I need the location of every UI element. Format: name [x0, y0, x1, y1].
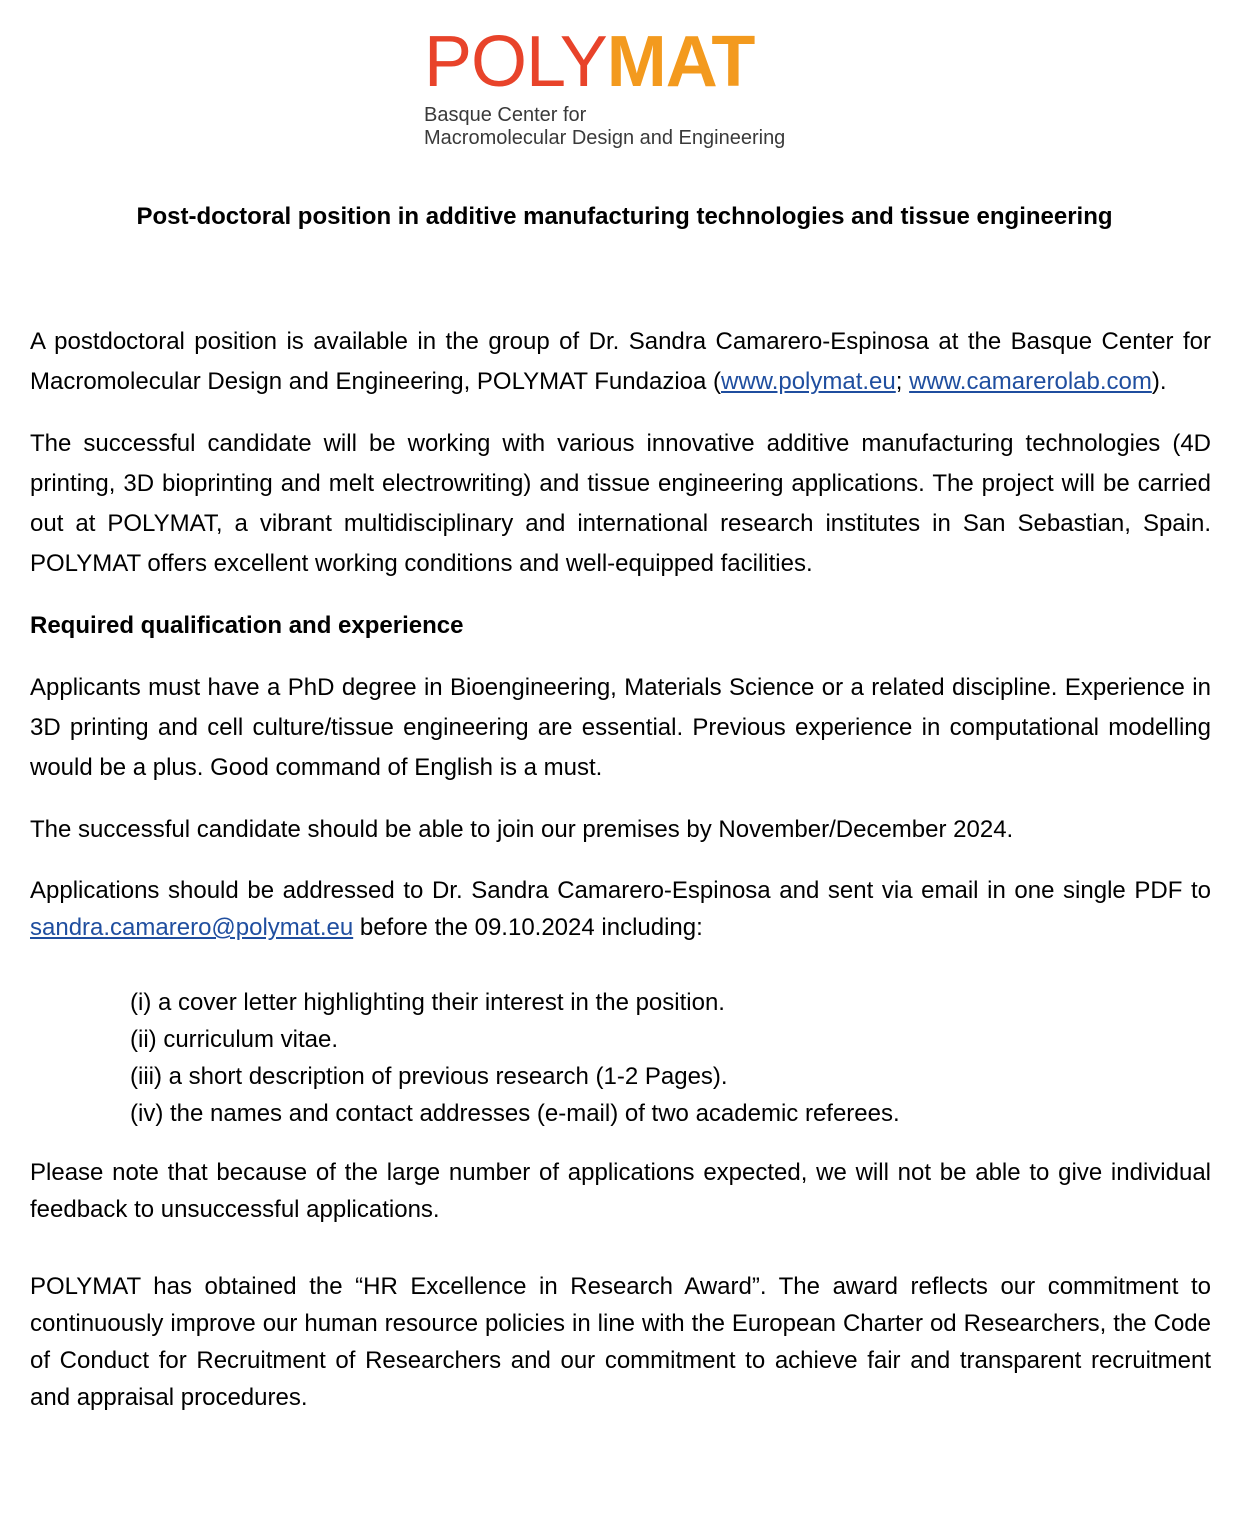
polymat-logo — [424, 22, 844, 156]
intro-separator: ; — [895, 368, 910, 395]
application-paragraph — [30, 872, 1211, 946]
camarerolab-website-link[interactable]: www.camarerolab.com — [909, 368, 1152, 395]
document-title: Post-doctoral position in additive manufacturing technologies and tissue engineering — [136, 203, 1113, 230]
logo-subtitle-line2: Macromolecular Design and Engineering — [424, 127, 786, 149]
requirement-item-referees: (iv) the names and contact addresses (e-mail) of two academic referees. — [130, 1100, 900, 1127]
email-link[interactable]: sandra.camarero@polymat.eu — [30, 914, 354, 941]
intro-text-before: A postdoctoral position is available in the group of Dr. Sandra Camarero-Espinosa at the Basque Center for Macromolecular Design and Engineering, POLYMAT Fundazioa ( — [30, 328, 1211, 395]
intro-paragraph — [30, 322, 1211, 402]
logo-poly-text: POLY — [424, 22, 607, 102]
qualification-paragraph: Applicants must have a PhD degree in Bioengineering, Materials Science or a related discipline. Experience in 3D printing and cell culture/tissue engineering are essential. Previous experience in computational modelling would be a plus. Good command of English is a must. — [30, 674, 1211, 781]
start-date-paragraph: The successful candidate should be able to join our premises by November/December 2024. — [30, 816, 1014, 843]
logo-wordmark — [424, 22, 844, 102]
document-body — [30, 322, 1211, 1438]
requirement-item-cv: (ii) curriculum vitae. — [130, 1026, 339, 1053]
note-paragraph: Please note that because of the large number of applications expected, we will not be able to give individual feedback to unsuccessful applications. — [30, 1159, 1211, 1223]
logo-subtitle-line1: Basque Center for — [424, 104, 587, 126]
logo-subtitle — [424, 104, 844, 150]
intro-text-after: ). — [1151, 368, 1167, 395]
qualification-heading: Required qualification and experience — [30, 612, 464, 639]
polymat-website-link[interactable]: www.polymat.eu — [721, 368, 896, 395]
application-text-before: Applications should be addressed to Dr. Sandra Camarero-Espinosa and sent via email in one single PDF to — [30, 877, 1211, 904]
project-paragraph: The successful candidate will be working with various innovative additive manufacturing technologies (4D printing, 3D bioprinting and melt electrowriting) and tissue engineering applications. The project will be carried out at POLYMAT, a vibrant multidisciplinary and international research institutes in San Sebastian, Spain. POLYMAT offers excellent working conditions and well-equipped facilities. — [30, 430, 1211, 577]
application-text-after: before the 09.10.2024 including: — [353, 914, 703, 941]
logo-mat-text: MAT — [606, 22, 755, 102]
requirements-list — [130, 984, 1211, 1132]
requirement-item-cover-letter: (i) a cover letter highlighting their interest in the position. — [130, 989, 725, 1016]
award-paragraph: POLYMAT has obtained the “HR Excellence in Research Award”. The award reflects our commitment to continuously improve our human resource policies in line with the European Charter od Researchers, the Code of Conduct for Recruitment of Researchers and our commitment to achieve fair and transparent recruitment and appraisal procedures. — [30, 1273, 1211, 1411]
requirement-item-research-description: (iii) a short description of previous research (1-2 Pages). — [130, 1063, 728, 1090]
